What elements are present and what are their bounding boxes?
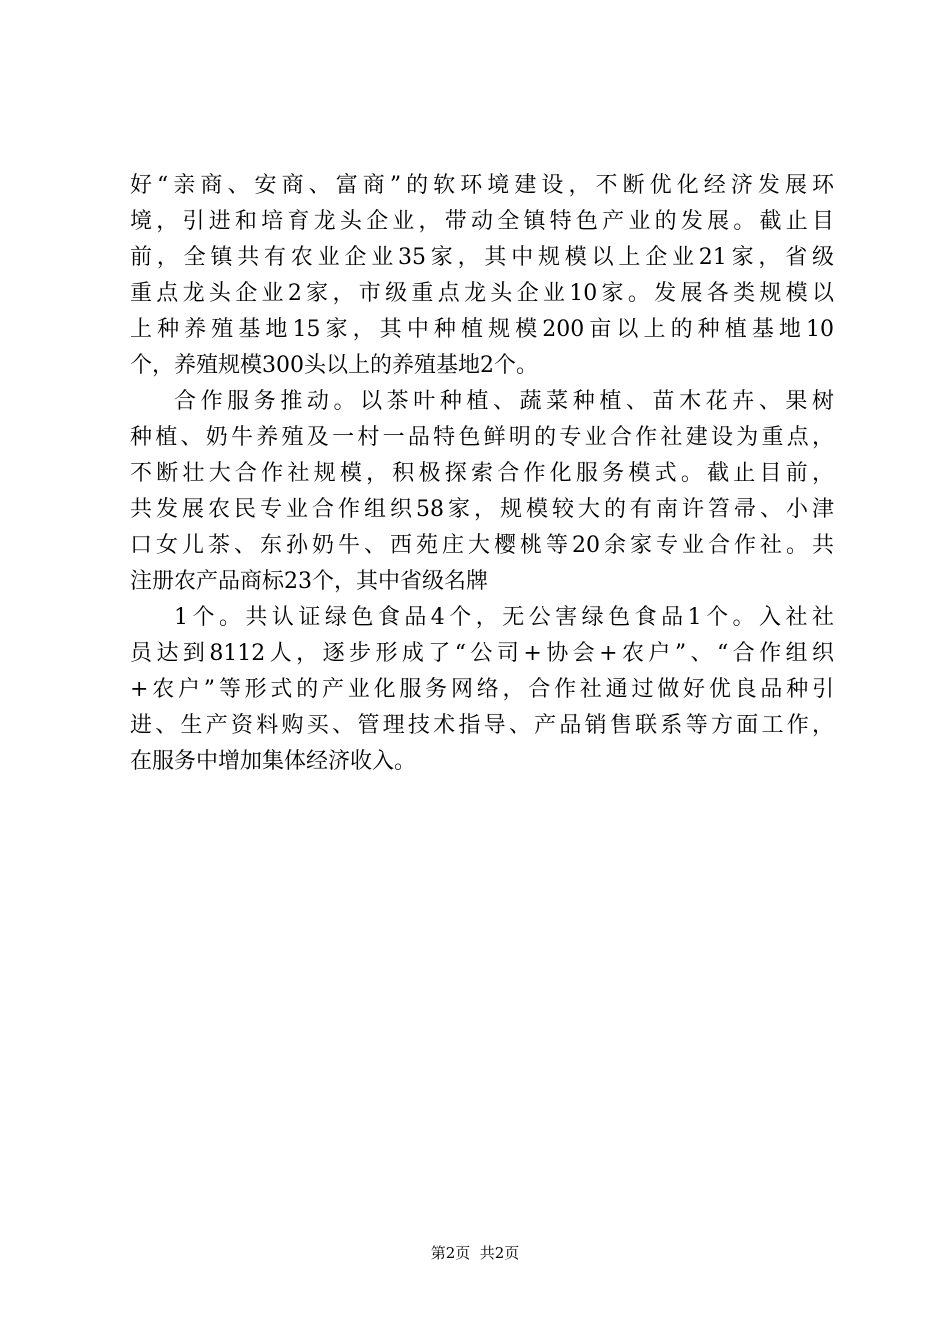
text-line: 重点龙头企业2家，市级重点龙头企业10家。发展各类规模以 [130, 281, 834, 306]
text-line: 境，引进和培育龙头企业，带动全镇特色产业的发展。截止目 [130, 209, 834, 234]
text-line: 1个。共认证绿色食品4个，无公害绿色食品1个。入社社 [174, 605, 834, 630]
text-line: 好“亲商、安商、富商”的软环境建设，不断优化经济发展环 [130, 173, 834, 198]
text-line: 个，养殖规模300头以上的养殖基地2个。 [130, 353, 538, 378]
text-line: 不断壮大合作社规模，积极探索合作化服务模式。截止目前， [130, 461, 834, 486]
text-line: 在服务中增加集体经济收入。 [130, 749, 417, 774]
text-line: 合作服务推动。以茶叶种植、蔬菜种植、苗木花卉、果树 [174, 389, 834, 414]
text-line: 共发展农民专业合作组织58家，规模较大的有南许笤帚、小津 [130, 497, 834, 522]
text-line: 前，全镇共有农业企业35家，其中规模以上企业21家，省级 [130, 245, 834, 270]
text-line: 上种养殖基地15家，其中种植规模200亩以上的种植基地10 [130, 317, 834, 342]
text-line: 员达到8112人，逐步形成了“公司+协会+农户”、“合作组织 [130, 641, 834, 666]
text-line: 注册农产品商标23个，其中省级名牌 [130, 569, 488, 594]
text-line: 口女儿茶、东孙奶牛、西苑庄大樱桃等20余家专业合作社。共 [130, 533, 834, 558]
body-text [130, 168, 834, 780]
text-line: 进、生产资料购买、管理技术指导、产品销售联系等方面工作， [130, 713, 834, 738]
text-line: +农户”等形式的产业化服务网络，合作社通过做好优良品种引 [130, 677, 834, 702]
text-line: 种植、奶牛养殖及一村一品特色鲜明的专业合作社建设为重点， [130, 425, 834, 450]
page-number-footer: 第2页 共2页 [430, 1244, 520, 1262]
